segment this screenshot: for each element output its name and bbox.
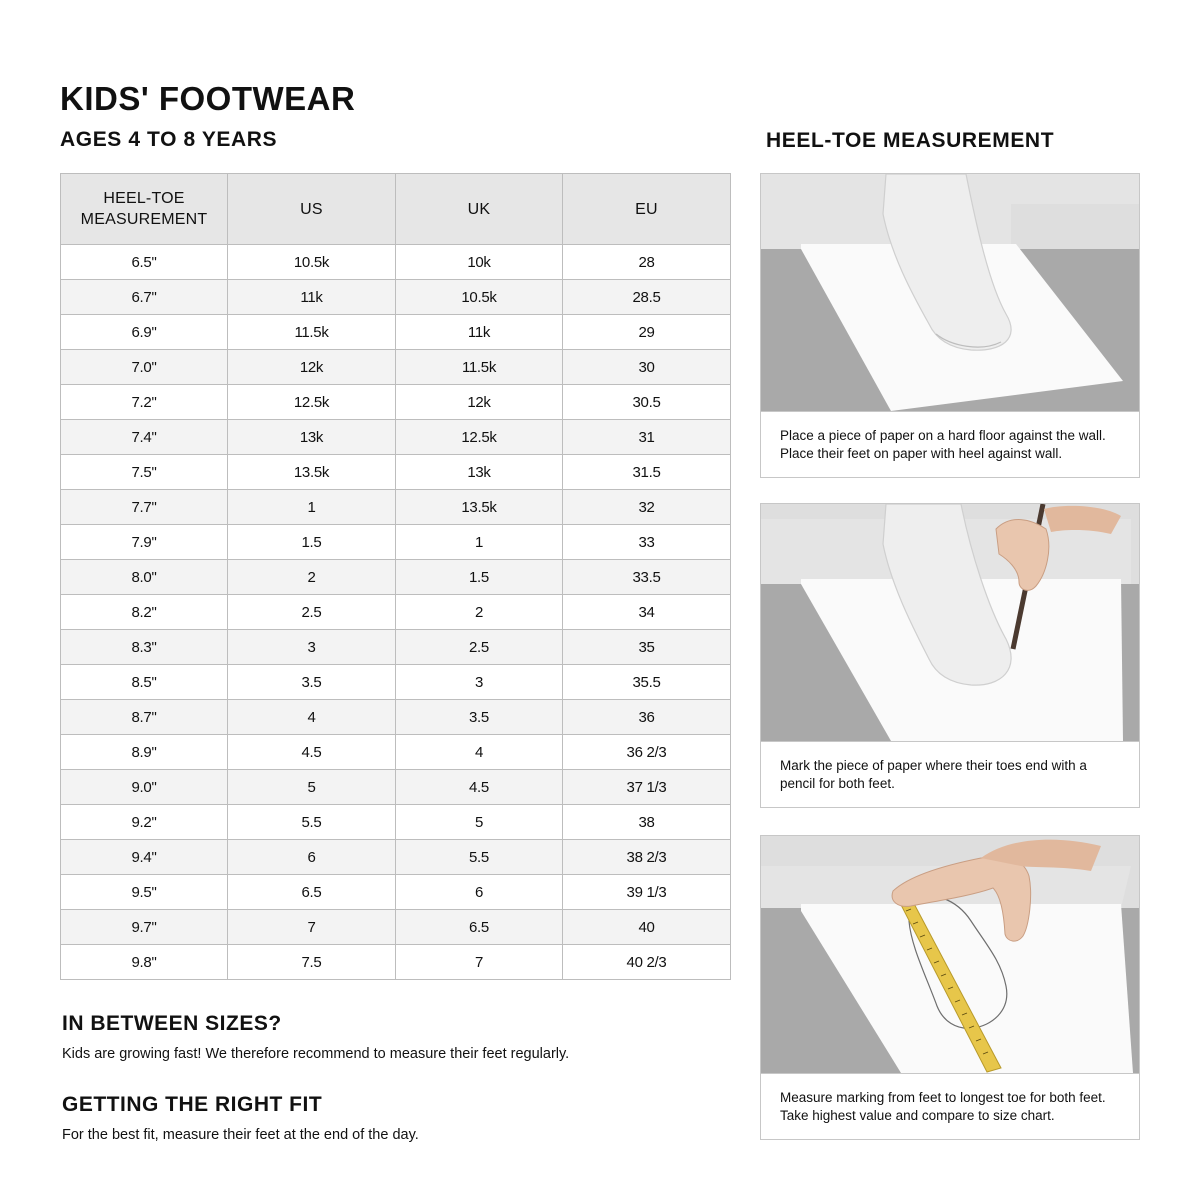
uk-size-cell: 6 bbox=[396, 875, 563, 910]
page-subtitle: AGES 4 TO 8 YEARS bbox=[60, 128, 278, 151]
measurement-title: HEEL-TOE MEASUREMENT bbox=[766, 129, 1055, 152]
eu-header: EU bbox=[563, 174, 731, 245]
uk-size-cell: 2 bbox=[396, 595, 563, 630]
size-chart-body bbox=[61, 245, 731, 980]
eu-size-cell: 33 bbox=[563, 525, 731, 560]
table-row bbox=[61, 385, 731, 420]
foot-on-paper-photo bbox=[761, 174, 1139, 411]
uk-size-cell: 11k bbox=[396, 315, 563, 350]
us-size-cell: 10.5k bbox=[228, 245, 396, 280]
us-size-cell: 12k bbox=[228, 350, 396, 385]
us-size-cell: 7 bbox=[228, 910, 396, 945]
measurement-step-2 bbox=[760, 503, 1140, 808]
in-between-sizes-text: Kids are growing fast! We therefore recommend to measure their feet regularly. bbox=[62, 1046, 570, 1062]
us-size-cell: 4 bbox=[228, 700, 396, 735]
table-row bbox=[61, 805, 731, 840]
step-1-caption: Place a piece of paper on a hard floor against the wall. Place their feet on paper with heel against wall. bbox=[761, 411, 1139, 477]
table-row bbox=[61, 735, 731, 770]
table-row bbox=[61, 840, 731, 875]
heel-toe-cell: 7.5" bbox=[61, 455, 228, 490]
us-size-cell: 5.5 bbox=[228, 805, 396, 840]
measurement-step-3 bbox=[760, 835, 1140, 1140]
eu-size-cell: 30.5 bbox=[563, 385, 731, 420]
table-row bbox=[61, 770, 731, 805]
heel-toe-cell: 9.4" bbox=[61, 840, 228, 875]
us-size-cell: 2 bbox=[228, 560, 396, 595]
mark-with-pencil-photo bbox=[761, 504, 1139, 741]
eu-size-cell: 31 bbox=[563, 420, 731, 455]
table-row bbox=[61, 245, 731, 280]
page-title: KIDS' FOOTWEAR bbox=[60, 80, 356, 117]
eu-size-cell: 36 bbox=[563, 700, 731, 735]
measure-with-tape-photo bbox=[761, 836, 1139, 1073]
header-row bbox=[61, 174, 731, 245]
uk-size-cell: 13.5k bbox=[396, 490, 563, 525]
table-row bbox=[61, 350, 731, 385]
heel-toe-cell: 9.7" bbox=[61, 910, 228, 945]
us-header: US bbox=[228, 174, 396, 245]
right-fit-text: For the best fit, measure their feet at the end of the day. bbox=[62, 1127, 419, 1143]
heel-toe-cell: 9.0" bbox=[61, 770, 228, 805]
eu-size-cell: 31.5 bbox=[563, 455, 731, 490]
us-size-cell: 3.5 bbox=[228, 665, 396, 700]
heel-toe-cell: 8.2" bbox=[61, 595, 228, 630]
heel-toe-cell: 9.5" bbox=[61, 875, 228, 910]
eu-size-cell: 28.5 bbox=[563, 280, 731, 315]
heel-toe-cell: 6.9" bbox=[61, 315, 228, 350]
uk-size-cell: 12.5k bbox=[396, 420, 563, 455]
step-3-caption: Measure marking from feet to longest toe for both feet. Take highest value and compare to size chart. bbox=[761, 1073, 1139, 1139]
uk-size-cell: 7 bbox=[396, 945, 563, 980]
us-size-cell: 11.5k bbox=[228, 315, 396, 350]
eu-size-cell: 38 2/3 bbox=[563, 840, 731, 875]
eu-size-cell: 35 bbox=[563, 630, 731, 665]
us-size-cell: 11k bbox=[228, 280, 396, 315]
uk-size-cell: 1.5 bbox=[396, 560, 563, 595]
size-chart-table bbox=[60, 173, 731, 980]
measurement-step-1 bbox=[760, 173, 1140, 478]
us-size-cell: 7.5 bbox=[228, 945, 396, 980]
uk-size-cell: 2.5 bbox=[396, 630, 563, 665]
eu-size-cell: 37 1/3 bbox=[563, 770, 731, 805]
table-row bbox=[61, 595, 731, 630]
eu-size-cell: 40 2/3 bbox=[563, 945, 731, 980]
uk-size-cell: 11.5k bbox=[396, 350, 563, 385]
table-row bbox=[61, 420, 731, 455]
uk-size-cell: 3 bbox=[396, 665, 563, 700]
uk-size-cell: 12k bbox=[396, 385, 563, 420]
eu-size-cell: 29 bbox=[563, 315, 731, 350]
us-size-cell: 4.5 bbox=[228, 735, 396, 770]
heel-toe-cell: 6.5" bbox=[61, 245, 228, 280]
table-row bbox=[61, 455, 731, 490]
uk-size-cell: 1 bbox=[396, 525, 563, 560]
eu-size-cell: 39 1/3 bbox=[563, 875, 731, 910]
heel-toe-cell: 8.0" bbox=[61, 560, 228, 595]
heel-toe-cell: 8.7" bbox=[61, 700, 228, 735]
us-size-cell: 13k bbox=[228, 420, 396, 455]
heel-toe-cell: 8.9" bbox=[61, 735, 228, 770]
uk-header: UK bbox=[396, 174, 563, 245]
heel-toe-cell: 8.3" bbox=[61, 630, 228, 665]
table-row bbox=[61, 910, 731, 945]
us-size-cell: 12.5k bbox=[228, 385, 396, 420]
heel-toe-cell: 9.8" bbox=[61, 945, 228, 980]
heel-toe-cell: 9.2" bbox=[61, 805, 228, 840]
eu-size-cell: 34 bbox=[563, 595, 731, 630]
eu-size-cell: 28 bbox=[563, 245, 731, 280]
us-size-cell: 13.5k bbox=[228, 455, 396, 490]
right-fit-heading: GETTING THE RIGHT FIT bbox=[62, 1093, 323, 1116]
eu-size-cell: 35.5 bbox=[563, 665, 731, 700]
uk-size-cell: 5 bbox=[396, 805, 563, 840]
uk-size-cell: 10.5k bbox=[396, 280, 563, 315]
heel-toe-cell: 6.7" bbox=[61, 280, 228, 315]
table-row bbox=[61, 665, 731, 700]
in-between-sizes-heading: IN BETWEEN SIZES? bbox=[62, 1012, 282, 1035]
table-row bbox=[61, 490, 731, 525]
us-size-cell: 6.5 bbox=[228, 875, 396, 910]
us-size-cell: 5 bbox=[228, 770, 396, 805]
table-row bbox=[61, 315, 731, 350]
heel-toe-cell: 7.7" bbox=[61, 490, 228, 525]
heel-toe-cell: 7.0" bbox=[61, 350, 228, 385]
us-size-cell: 6 bbox=[228, 840, 396, 875]
table-row bbox=[61, 630, 731, 665]
uk-size-cell: 5.5 bbox=[396, 840, 563, 875]
table-row bbox=[61, 945, 731, 980]
heel-toe-cell: 8.5" bbox=[61, 665, 228, 700]
uk-size-cell: 4 bbox=[396, 735, 563, 770]
table-row bbox=[61, 700, 731, 735]
uk-size-cell: 3.5 bbox=[396, 700, 563, 735]
uk-size-cell: 13k bbox=[396, 455, 563, 490]
step-2-caption: Mark the piece of paper where their toes end with a pencil for both feet. bbox=[761, 741, 1139, 807]
us-size-cell: 1 bbox=[228, 490, 396, 525]
eu-size-cell: 38 bbox=[563, 805, 731, 840]
us-size-cell: 2.5 bbox=[228, 595, 396, 630]
us-size-cell: 3 bbox=[228, 630, 396, 665]
size-chart-header bbox=[61, 174, 731, 245]
eu-size-cell: 33.5 bbox=[563, 560, 731, 595]
heel-toe-cell: 7.4" bbox=[61, 420, 228, 455]
heel-toe-cell: 7.2" bbox=[61, 385, 228, 420]
uk-size-cell: 10k bbox=[396, 245, 563, 280]
eu-size-cell: 30 bbox=[563, 350, 731, 385]
eu-size-cell: 32 bbox=[563, 490, 731, 525]
us-size-cell: 1.5 bbox=[228, 525, 396, 560]
uk-size-cell: 6.5 bbox=[396, 910, 563, 945]
eu-size-cell: 36 2/3 bbox=[563, 735, 731, 770]
heel-toe-cell: 7.9" bbox=[61, 525, 228, 560]
uk-size-cell: 4.5 bbox=[396, 770, 563, 805]
table-row bbox=[61, 560, 731, 595]
table-row bbox=[61, 875, 731, 910]
table-row bbox=[61, 525, 731, 560]
table-row bbox=[61, 280, 731, 315]
heel-toe-header: HEEL-TOE MEASUREMENT bbox=[61, 174, 228, 245]
eu-size-cell: 40 bbox=[563, 910, 731, 945]
